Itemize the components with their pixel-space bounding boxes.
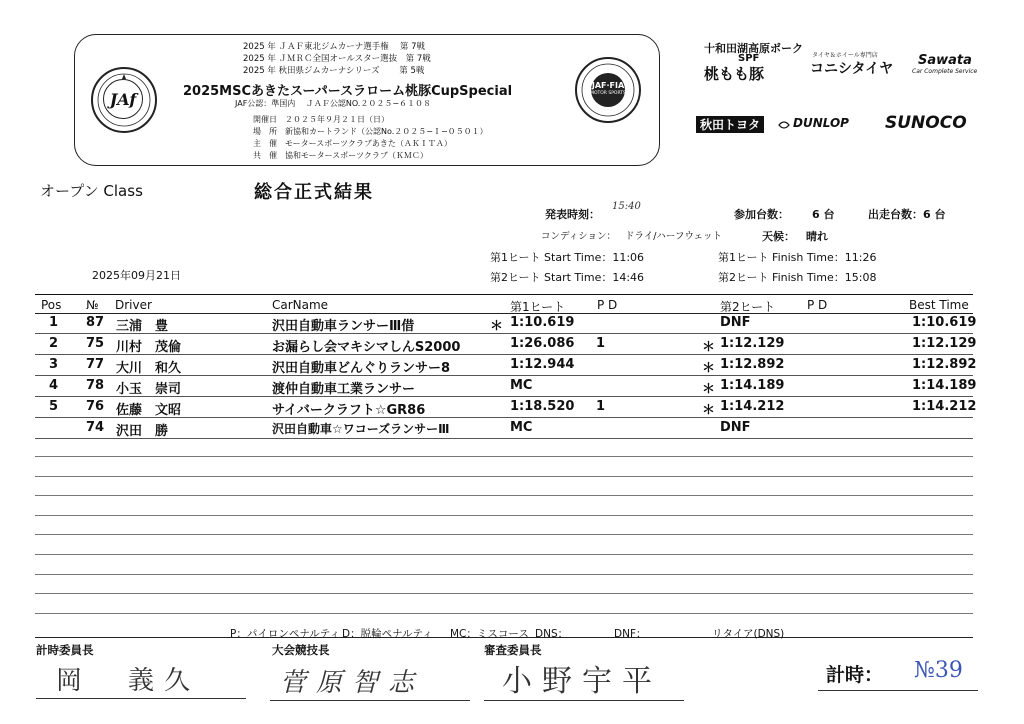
- steward-sign-line: [484, 700, 684, 701]
- organizer-detail: 主 催 モータースポーツクラブあきた（ＡＫＩＴＡ）: [253, 139, 452, 148]
- cell-best-time: 1:12.892: [912, 357, 977, 372]
- empty-row-line: [35, 476, 973, 477]
- steward-signature: 小野宇平: [502, 664, 662, 699]
- entries-value: 6 台: [812, 208, 835, 221]
- col-heat2: 第2ヒート: [720, 300, 776, 314]
- cell-carname: 沢田自動車☆ワコーズランサーⅢ: [272, 422, 450, 436]
- col-carname: CarName: [272, 298, 329, 312]
- jaf-fia-text: JAF·FIA: [591, 81, 625, 90]
- cell-driver: 小玉 崇司: [116, 382, 182, 397]
- timing-chief-sign-line: [36, 698, 246, 699]
- sponsor-akita-toyota-logo: 秋田トヨタ: [696, 116, 764, 133]
- event-date-detail: 開催日 ２０２５年９月２１日（日）: [253, 115, 389, 124]
- cell-pd1: 1: [596, 399, 606, 414]
- empty-row-line: [35, 593, 973, 594]
- cell-h1-mark: ＊: [490, 319, 504, 334]
- sponsor-farm-spf: SPF: [738, 53, 760, 64]
- cell-heat2: 1:12.892: [720, 357, 785, 372]
- cell-heat2: 1:14.189: [720, 378, 785, 393]
- steward-label: 審査委員長: [484, 643, 542, 657]
- event-header-box: [74, 34, 660, 166]
- class-label: オープン Class: [40, 182, 143, 200]
- heat2-start-time: 第2ヒート Start Time：14:46: [490, 271, 645, 284]
- weather-label: 天候：: [762, 230, 795, 243]
- cell-best-time: 1:14.212: [912, 399, 977, 414]
- legend-dnf: DNF：: [614, 628, 647, 640]
- condition-label: コンディション：: [541, 231, 617, 242]
- doc-title: 総合正式結果: [254, 182, 374, 203]
- series-line-1: 2025 年 ＪＡＦ東北ジムカーナ選手権 第 7戦: [243, 42, 426, 52]
- cell-pos: 3: [49, 357, 59, 372]
- cell-carname: 沢田自動車ランサーⅢ借: [272, 319, 415, 334]
- sponsor-sawata-sub: Car Complete Service: [912, 68, 978, 75]
- series-line-3: 2025 年 秋田県ジムカーナシリーズ 第 5戦: [243, 66, 425, 76]
- empty-row-line: [35, 554, 973, 555]
- cell-heat1: 1:12.944: [510, 357, 575, 372]
- jaf-logo-text: JAf: [103, 79, 143, 119]
- cell-h2-mark: ＊: [702, 361, 716, 376]
- col-best-time: Best Time: [909, 298, 969, 312]
- cell-heat2: DNF: [720, 315, 751, 330]
- col-heat1: 第1ヒート: [510, 300, 566, 314]
- sponsor-sawata-logo: Sawata: [918, 53, 972, 68]
- cell-h2-mark: ＊: [702, 382, 716, 397]
- table-row: [35, 357, 977, 376]
- jaf-approval: JAF公認：準国内 ＪＡＦ公認NO.２０２５−６１０８: [235, 99, 432, 108]
- cell-driver: 三浦 豊: [116, 319, 169, 334]
- cell-h2-mark: ＊: [702, 340, 716, 355]
- emblem-ring-icon: [577, 59, 639, 121]
- sponsor-farm-logo: 桃もも豚: [704, 65, 765, 83]
- director-label: 大会競技長: [272, 643, 330, 657]
- dunlop-icon: [778, 116, 790, 128]
- sponsor-farm-line1: 十和田湖高原ポーク: [704, 42, 803, 55]
- cell-carname: 渡仲自動車工業ランサー: [272, 382, 416, 397]
- cell-h2-mark: ＊: [702, 403, 716, 418]
- cell-no: 75: [86, 336, 105, 351]
- empty-row-line: [35, 515, 973, 516]
- cell-no: 87: [86, 315, 105, 330]
- empty-row-line: [35, 495, 973, 496]
- cell-heat1: MC: [510, 378, 533, 393]
- cell-pos: 1: [49, 315, 59, 330]
- director-sign-line: [270, 700, 470, 701]
- jaf-federation-emblem: [91, 67, 157, 133]
- legend-wheel-penalty: D：脱輪ペナルティ: [342, 628, 433, 640]
- cell-no: 77: [86, 357, 105, 372]
- cell-carname: サイバークラフト☆GR86: [272, 403, 426, 418]
- empty-row-line: [35, 456, 973, 457]
- jaf-fia-motorsports-emblem: [575, 57, 641, 123]
- co-organizer-detail: 共 催 協和モータースポーツクラブ（ＫＭＣ）: [253, 151, 428, 160]
- venue-detail: 場 所 新協和カートランド（公認No.２０２５−Ｉ−０５０１）: [253, 127, 488, 136]
- doc-number-label: 計時：: [826, 664, 884, 686]
- sponsor-konishi-logo: コニシタイヤ: [810, 61, 894, 77]
- cell-pos: 5: [49, 399, 59, 414]
- cell-heat2: 1:14.212: [720, 399, 785, 414]
- motor-sports-text: MOTOR SPORTS: [590, 91, 626, 96]
- table-row: [35, 315, 977, 334]
- sponsor-konishi-sub: タイヤ＆ホイール専門店: [812, 52, 878, 59]
- series-line-2: 2025 年 ＪＭＲＣ全国オールスター選抜 第 7戦: [243, 54, 431, 64]
- cell-best-time: 1:10.619: [912, 315, 977, 330]
- announce-time: 15:40: [612, 201, 641, 212]
- director-signature: 菅原智志: [280, 668, 425, 698]
- cell-driver: 大川 和久: [116, 361, 182, 376]
- table-row: [35, 336, 977, 355]
- event-title: 2025MSCあきたスーパースラローム桃豚CupSpecial: [183, 84, 513, 99]
- sponsor-sunoco-logo: SUNOCO: [885, 113, 967, 133]
- cell-driver: 沢田 勝: [116, 424, 169, 439]
- cell-heat1: 1:10.619: [510, 315, 575, 330]
- empty-row-line: [35, 613, 973, 614]
- heat1-start-time: 第1ヒート Start Time：11:06: [490, 251, 645, 264]
- empty-row-line: [35, 574, 973, 575]
- table-row: [35, 378, 977, 397]
- table-top-rule: [35, 294, 973, 295]
- table-row: [35, 399, 977, 418]
- cell-best-time: 1:12.129: [912, 336, 977, 351]
- doc-number-value: №39: [914, 658, 963, 683]
- col-pos: Pos: [41, 298, 62, 312]
- results-table-header: [35, 297, 973, 314]
- cell-heat2: DNF: [720, 420, 751, 435]
- legend-miscourse: MC：ミスコース: [450, 628, 529, 640]
- cell-carname: お漏らし会マキシマしんS2000: [272, 340, 461, 355]
- legend-retire: リタイア(DNS): [712, 628, 785, 640]
- starters-count: 出走台数：6 台: [868, 208, 946, 221]
- weather-value: 晴れ: [806, 230, 828, 243]
- cell-best-time: 1:14.189: [912, 378, 977, 393]
- condition-value: ドライ/ハーフウェット: [625, 231, 723, 242]
- legend-pylon-penalty: P：パイロンペナルティ: [230, 628, 340, 640]
- doc-number-line: [818, 690, 978, 691]
- timing-chief-signature: 岡 義久: [56, 666, 201, 696]
- cell-pos: 2: [49, 336, 59, 351]
- sponsor-dunlop-logo: DUNLOP: [793, 116, 849, 130]
- table-row: [35, 420, 973, 439]
- col-pd1: P D: [597, 298, 618, 312]
- cell-pos: 4: [49, 378, 59, 393]
- cell-driver: 佐藤 文昭: [116, 403, 182, 418]
- cell-pd1: 1: [596, 336, 606, 351]
- cell-heat1: 1:26.086: [510, 336, 575, 351]
- heat1-finish-time: 第1ヒート Finish Time：11:26: [718, 251, 877, 264]
- col-pd2: P D: [807, 298, 828, 312]
- timing-chief-label: 計時委員長: [36, 643, 94, 657]
- cell-no: 74: [86, 420, 105, 435]
- empty-row-line: [35, 534, 973, 535]
- legend-dns: DNS：: [535, 628, 569, 640]
- cell-heat1: MC: [510, 420, 533, 435]
- cell-driver: 川村 茂倫: [116, 340, 182, 355]
- cell-no: 78: [86, 378, 105, 393]
- report-date: 2025年09月21日: [92, 269, 181, 282]
- entries-label: 参加台数：: [734, 208, 789, 221]
- cell-heat2: 1:12.129: [720, 336, 785, 351]
- announce-label: 発表時刻：: [545, 208, 600, 221]
- col-driver: Driver: [115, 298, 152, 312]
- cell-heat1: 1:18.520: [510, 399, 575, 414]
- heat2-finish-time: 第2ヒート Finish Time：15:08: [718, 271, 877, 284]
- cell-no: 76: [86, 399, 105, 414]
- cell-carname: 沢田自動車どんぐりランサー8: [272, 361, 451, 376]
- col-no: №: [86, 298, 99, 312]
